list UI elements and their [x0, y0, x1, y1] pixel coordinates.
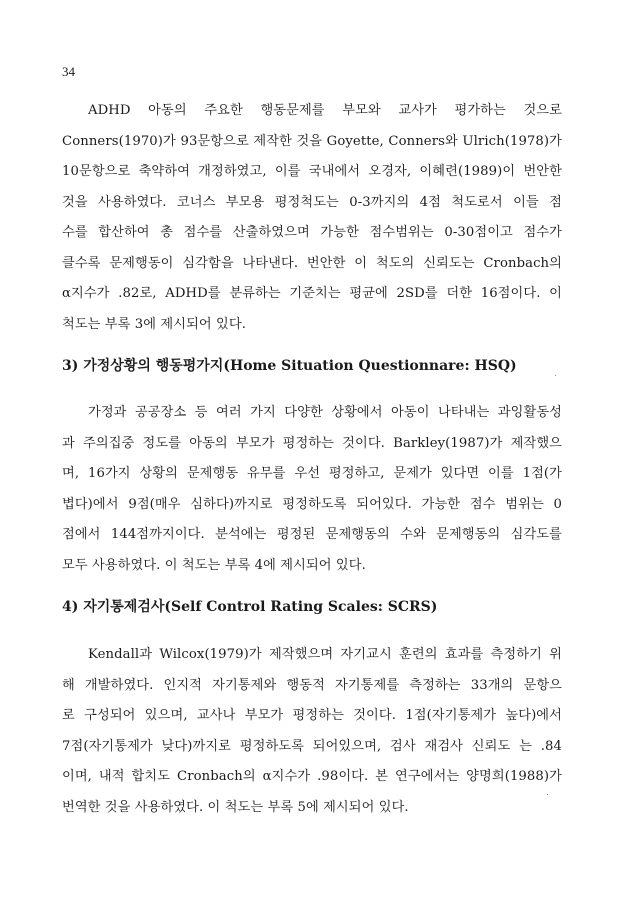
- text-line: Kendall과 Wilcox(1979)가 제작했으며 자기교시 훈련의 효과를 측정하기 위: [88, 647, 562, 662]
- text-line: 로 구성되어 있으며, 교사나 부모가 평정하는 것이다. 1점(자기통제가 높다)에서: [62, 708, 562, 723]
- scan-speck: [547, 794, 548, 795]
- text-line: Conners(1970)가 93문항으로 제작한 것을 Goyette, Conners와 Ulrich(1978)가: [62, 133, 562, 149]
- text-line: 수를 합산하여 총 점수를 산출하였으며 가능한 점수범위는 0-30점이고 점수가: [62, 225, 562, 240]
- text-line: 가정과 공공장소 등 여러 가지 다양한 상황에서 아동이 나타내는 과잉활동성: [88, 405, 562, 420]
- text-line: 10문항으로 축약하여 개정하였고, 이를 국내에서 오경자, 이혜련(1989)이 번안한: [62, 164, 562, 179]
- text-line: 7점(자기통제가 낮다)까지로 평정하도록 되어있으며, 검사 재검사 신뢰도 는 .84: [62, 738, 562, 754]
- text-line: 볍다)에서 9점(매우 심하다)까지로 평정하도록 되어있다. 가능한 점수 범위는 0: [62, 496, 562, 512]
- text-line: 클수록 문제행동이 심각함을 나타낸다. 번안한 이 척도의 신뢰도는 Cronbach의: [62, 255, 562, 271]
- section-heading-hsq: 3) 가정상황의 행동평가지(Home Situation Questionnare: HSQ): [62, 358, 517, 374]
- text-line: 해 개발하였다. 인지적 자기통제와 행동적 자기통제를 측정하는 33개의 문항으: [62, 677, 562, 693]
- text-line: 과 주의집중 정도를 아동의 부모가 평정하는 것이다. Barkley(1987)가 제작했으: [62, 435, 562, 451]
- paragraph-scrs: [62, 640, 562, 823]
- text-line: 척도는 부록 3에 제시되어 있다.: [62, 316, 247, 332]
- section-heading-scrs: 4) 자기통제검사(Self Control Rating Scales: SCRS): [62, 599, 438, 615]
- text-line: 며, 16가지 상황의 문제행동 유무를 우선 평정하고, 문제가 있다면 이를 1점(가: [62, 466, 562, 481]
- page-number: 34: [62, 64, 75, 79]
- text-line: 모두 사용하였다. 이 척도는 부록 4에 제시되어 있다.: [62, 557, 366, 573]
- paragraph-conners: [62, 96, 562, 340]
- scan-speck: [555, 375, 556, 376]
- paragraph-hsq: [62, 398, 562, 581]
- text-line: 점에서 144점까지이다. 분석에는 평정된 문제행동의 수와 문제행동의 심각도를: [62, 527, 562, 542]
- text-line: 이며, 내적 합치도 Cronbach의 α지수가 .98이다. 본 연구에서는 양명희(1988)가: [62, 769, 562, 784]
- text-line: 것을 사용하였다. 코너스 부모용 평정척도는 0-3까지의 4점 척도로서 이들 점: [62, 194, 562, 210]
- text-line: ADHD 아동의 주요한 행동문제를 부모와 교사가 평가하는 것으로: [88, 103, 562, 118]
- text-line: α지수가 .82로, ADHD를 분류하는 기준치는 평균에 2SD를 더한 16점이다. 이: [62, 286, 562, 301]
- text-line: 번역한 것을 사용하였다. 이 척도는 부록 5에 제시되어 있다.: [62, 799, 409, 815]
